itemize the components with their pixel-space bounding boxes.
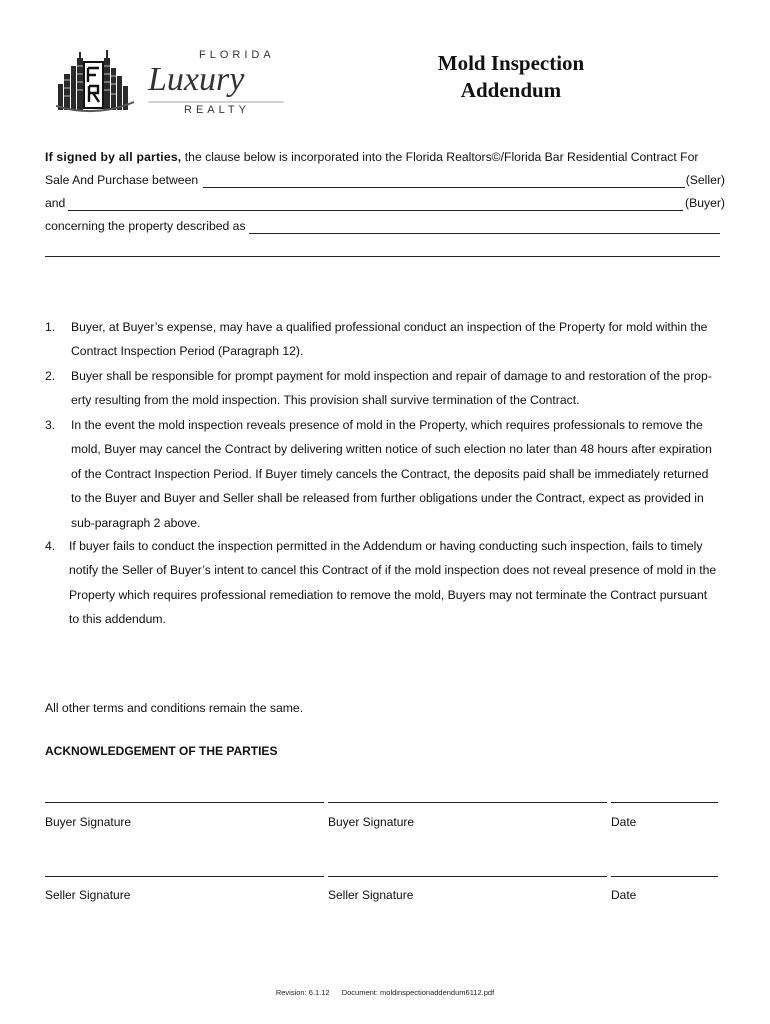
clause-line: mold, Buyer may cancel the Contract by delivering written notice of such election no later than 48 hours after expiration xyxy=(71,442,712,457)
florida-luxury-realty-logo xyxy=(56,44,296,116)
clause-line: sub-paragraph 2 above. xyxy=(71,515,201,530)
buyer-signature-line-1[interactable] xyxy=(45,802,324,803)
buyer-date-line[interactable] xyxy=(611,802,718,803)
seller-suffix: (Seller) xyxy=(685,173,725,187)
clause-line: erty resulting from the mold inspection. This provision shall survive termination of the Contract. xyxy=(71,393,580,408)
logo-top-text: FLORIDA xyxy=(199,49,275,61)
clause-number: 2. xyxy=(45,369,56,383)
clause-line: Property which requires professional remediation to remove the mold, Buyers may not terminate the Contract pursuant xyxy=(69,587,708,602)
buyer-signature-label-2: Buyer Signature xyxy=(328,815,415,829)
property-description-field[interactable] xyxy=(249,233,720,234)
clause-number: 4. xyxy=(45,539,56,553)
buyer-date-label: Date xyxy=(611,815,637,829)
acknowledgement-heading: ACKNOWLEDGEMENT OF THE PARTIES xyxy=(45,744,278,758)
buyer-signature-label-1: Buyer Signature xyxy=(45,815,132,829)
buyer-signature-line-2[interactable] xyxy=(328,802,607,803)
logo-bottom-text: REALTY xyxy=(184,104,250,116)
sale-label: Sale And Purchase between xyxy=(45,173,199,187)
closing-statement: All other terms and conditions remain the same. xyxy=(45,701,304,715)
seller-signature-line-1[interactable] xyxy=(45,876,324,877)
clause-line: Contract Inspection Period (Paragraph 12). xyxy=(71,344,304,359)
clause-line: In the event the mold inspection reveals presence of mold in the Property, which requires professionals to remove the xyxy=(71,418,703,432)
clause-line: to the Buyer and Buyer and Seller shall be released from further obligations under the Contract, expect as provided in xyxy=(71,491,704,506)
title-line-1: Mold Inspection xyxy=(437,51,585,75)
buyer-name-field[interactable] xyxy=(68,210,683,211)
clause-number: 3. xyxy=(45,418,56,432)
seller-signature-label-2: Seller Signature xyxy=(328,888,414,902)
clause-4 xyxy=(45,534,735,634)
intro-paragraph xyxy=(45,150,698,164)
clause-line: If buyer fails to conduct the inspection permitted in the Addendum or having conducting such inspection, fails to timely xyxy=(69,539,703,553)
clause-2 xyxy=(45,364,735,414)
seller-signature-line-2[interactable] xyxy=(328,876,607,877)
property-description-field-line-2[interactable] xyxy=(45,256,720,257)
buyer-row xyxy=(45,196,725,214)
title-line-2: Addendum xyxy=(460,78,562,102)
document-filename: Document: moldinspectionaddendum6112.pdf xyxy=(341,988,495,997)
revision-text: Revision: 6.1.12 xyxy=(275,988,330,997)
clause-line: Buyer, at Buyer’s expense, may have a qualified professional conduct an inspection of the Property for mold within the xyxy=(71,320,708,334)
clause-1 xyxy=(45,315,735,365)
intro-bold: If signed by all parties, xyxy=(45,150,182,164)
seller-date-line[interactable] xyxy=(611,876,718,877)
document-footer xyxy=(0,988,770,997)
clause-number: 1. xyxy=(45,320,56,334)
seller-row xyxy=(45,173,725,191)
property-row xyxy=(45,219,725,237)
seller-signature-label-1: Seller Signature xyxy=(45,888,131,902)
clause-line: of the Contract Inspection Period. If Buyer timely cancels the Contract, the deposits paid shall be immediately returned xyxy=(71,466,709,481)
document-title xyxy=(400,50,622,104)
clause-line: to this addendum. xyxy=(69,612,166,627)
seller-date-label: Date xyxy=(611,888,637,902)
seller-name-field[interactable] xyxy=(203,187,685,188)
property-label: concerning the property described as xyxy=(45,219,246,233)
clause-line: notify the Seller of Buyer’s intent to cancel this Contract of if the mold inspection does not reveal presence of mold in the xyxy=(69,563,717,578)
clause-3 xyxy=(45,413,735,537)
buyer-suffix: (Buyer) xyxy=(685,196,725,210)
and-label: and xyxy=(45,196,66,210)
intro-text: the clause below is incorporated into the Florida Realtors©/Florida Bar Residential Contract For xyxy=(181,150,699,164)
clause-line: Buyer shall be responsible for prompt payment for mold inspection and repair of damage to and restoration of the prop- xyxy=(71,369,712,383)
logo-script-text: Luxury xyxy=(148,61,245,98)
